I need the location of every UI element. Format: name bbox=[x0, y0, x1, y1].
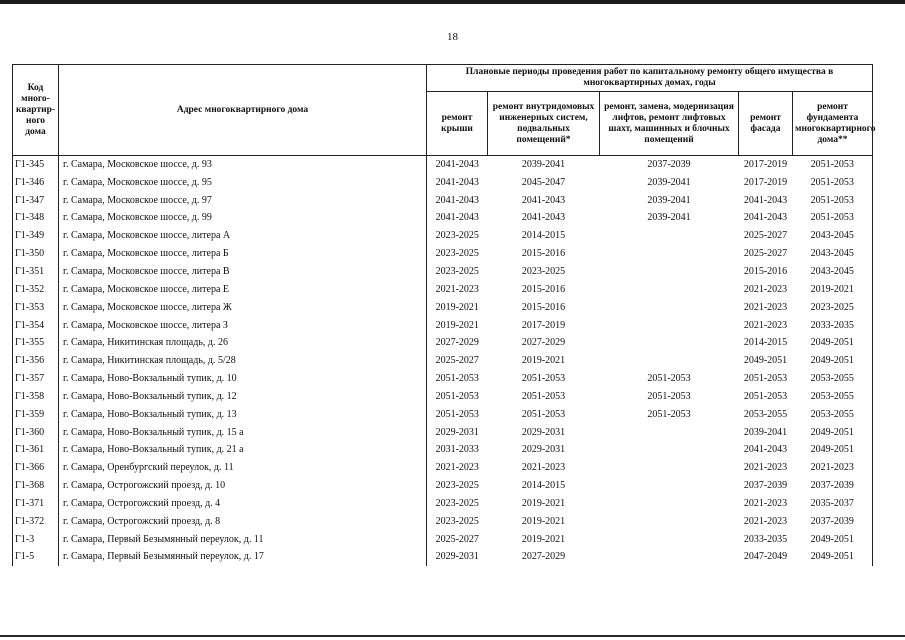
cell-foundation: 2043-2045 bbox=[793, 245, 873, 263]
cell-address: г. Самара, Ново-Вокзальный тупик, д. 15 а bbox=[59, 424, 427, 442]
cell-address: г. Самара, Острогожский проезд, д. 10 bbox=[59, 477, 427, 495]
table-row bbox=[13, 334, 873, 352]
cell-facade: 2021-2023 bbox=[743, 462, 788, 474]
cell-address: г. Самара, Московское шоссе, д. 97 bbox=[59, 192, 427, 210]
table-row bbox=[13, 299, 873, 317]
cell-engineering: 2019-2021 bbox=[521, 515, 566, 527]
table-row bbox=[13, 174, 873, 192]
table-row bbox=[13, 442, 873, 460]
cell-facade: 2041-2043 bbox=[743, 194, 788, 206]
cell-elevators: 2039-2041 bbox=[647, 194, 691, 206]
cell-facade: 2021-2023 bbox=[743, 515, 788, 527]
cell-elevators bbox=[600, 245, 739, 263]
cell-engineering: 2051-2053 bbox=[521, 408, 566, 420]
cell-code: Г1-360 bbox=[13, 424, 59, 442]
cell-address: г. Самара, Оренбургский переулок, д. 11 bbox=[59, 459, 427, 477]
cell-elevators bbox=[600, 531, 739, 549]
cell-foundation: 2049-2051 bbox=[793, 442, 873, 460]
cell-foundation: 2051-2053 bbox=[793, 156, 873, 174]
cell-facade: 2025-2027 bbox=[743, 230, 788, 242]
cell-code: Г1-355 bbox=[13, 334, 59, 352]
cell-facade: 2017-2019 bbox=[743, 176, 788, 188]
cell-foundation: 2051-2053 bbox=[793, 174, 873, 192]
cell-engineering: 2014-2015 bbox=[521, 230, 566, 242]
cell-code: Г1-3 bbox=[13, 531, 59, 549]
cell-code: Г1-346 bbox=[13, 174, 59, 192]
cell-address: г. Самара, Первый Безымянный переулок, д. 11 bbox=[59, 531, 427, 549]
cell-facade: 2021-2023 bbox=[743, 497, 788, 509]
cell-engineering: 2015-2016 bbox=[521, 283, 566, 295]
cell-roof: 2023-2025 bbox=[435, 480, 479, 492]
header-elevators: ремонт, замена, модернизация лифтов, ремонт лифтовых шахт, машинных и блочных помещений bbox=[600, 92, 739, 156]
table-row bbox=[13, 424, 873, 442]
cell-roof: 2051-2053 bbox=[435, 408, 479, 420]
cell-engineering: 2015-2016 bbox=[521, 301, 566, 313]
cell-address: г. Самара, Острогожский проезд, д. 4 bbox=[59, 495, 427, 513]
cell-roof: 2051-2053 bbox=[435, 373, 479, 385]
table-row bbox=[13, 531, 873, 549]
cell-facade: 2041-2043 bbox=[743, 444, 788, 456]
cell-facade: 2051-2053 bbox=[743, 390, 788, 402]
cell-facade: 2037-2039 bbox=[743, 480, 788, 492]
cell-roof: 2027-2029 bbox=[435, 337, 479, 349]
cell-engineering: 2041-2043 bbox=[521, 212, 566, 224]
cell-code: Г1-357 bbox=[13, 370, 59, 388]
cell-roof: 2051-2053 bbox=[435, 390, 479, 402]
cell-roof: 2041-2043 bbox=[435, 212, 479, 224]
cell-foundation: 2037-2039 bbox=[793, 477, 873, 495]
cell-elevators bbox=[600, 549, 739, 567]
cell-code: Г1-361 bbox=[13, 442, 59, 460]
cell-foundation: 2049-2051 bbox=[793, 334, 873, 352]
cell-code: Г1-356 bbox=[13, 352, 59, 370]
cell-roof: 2041-2043 bbox=[435, 176, 479, 188]
table-row bbox=[13, 156, 873, 174]
cell-address: г. Самара, Ново-Вокзальный тупик, д. 21 а bbox=[59, 442, 427, 460]
cell-roof: 2029-2031 bbox=[435, 426, 479, 438]
cell-code: Г1-368 bbox=[13, 477, 59, 495]
header-roof: ремонт крыши bbox=[427, 92, 488, 156]
cell-engineering: 2039-2041 bbox=[521, 158, 566, 170]
cell-elevators: 2039-2041 bbox=[647, 176, 691, 188]
cell-address: г. Самара, Первый Безымянный переулок, д. 17 bbox=[59, 549, 427, 567]
top-border-rule bbox=[0, 0, 905, 4]
cell-facade: 2051-2053 bbox=[743, 373, 788, 385]
capital-repair-table bbox=[12, 64, 876, 566]
cell-engineering: 2029-2031 bbox=[521, 444, 566, 456]
cell-facade: 2041-2043 bbox=[743, 212, 788, 224]
cell-code: Г1-353 bbox=[13, 299, 59, 317]
cell-code: Г1-372 bbox=[13, 513, 59, 531]
cell-engineering: 2045-2047 bbox=[521, 176, 566, 188]
cell-engineering: 2029-2031 bbox=[521, 426, 566, 438]
cell-address: г. Самара, Московское шоссе, литера В bbox=[59, 263, 427, 281]
cell-code: Г1-348 bbox=[13, 210, 59, 228]
table-row bbox=[13, 281, 873, 299]
cell-code: Г1-354 bbox=[13, 317, 59, 335]
cell-roof: 2041-2043 bbox=[435, 194, 479, 206]
cell-address: г. Самара, Ново-Вокзальный тупик, д. 12 bbox=[59, 388, 427, 406]
cell-roof: 2025-2027 bbox=[435, 533, 479, 545]
table-row bbox=[13, 370, 873, 388]
table-row bbox=[13, 227, 873, 245]
cell-facade: 2033-2035 bbox=[743, 533, 788, 545]
cell-code: Г1-351 bbox=[13, 263, 59, 281]
cell-engineering: 2023-2025 bbox=[521, 265, 566, 277]
cell-elevators bbox=[600, 317, 739, 335]
cell-foundation: 2051-2053 bbox=[793, 210, 873, 228]
table-row bbox=[13, 477, 873, 495]
cell-roof: 2031-2033 bbox=[435, 444, 479, 456]
cell-foundation: 2037-2039 bbox=[793, 513, 873, 531]
page-number: 18 bbox=[447, 31, 458, 43]
table-body bbox=[13, 156, 873, 567]
bottom-border-rule bbox=[0, 635, 905, 637]
cell-facade: 2014-2015 bbox=[743, 337, 788, 349]
cell-elevators: 2051-2053 bbox=[647, 373, 691, 385]
table-row bbox=[13, 513, 873, 531]
cell-roof: 2019-2021 bbox=[435, 319, 479, 331]
cell-code: Г1-359 bbox=[13, 406, 59, 424]
table-row bbox=[13, 192, 873, 210]
cell-facade: 2015-2016 bbox=[743, 265, 788, 277]
cell-roof: 2029-2031 bbox=[435, 551, 479, 563]
cell-foundation: 2051-2053 bbox=[793, 192, 873, 210]
cell-elevators bbox=[600, 477, 739, 495]
table-row bbox=[13, 210, 873, 228]
cell-foundation: 2049-2051 bbox=[793, 352, 873, 370]
cell-code: Г1-349 bbox=[13, 227, 59, 245]
cell-facade: 2047-2049 bbox=[743, 551, 788, 563]
cell-foundation: 2043-2045 bbox=[793, 227, 873, 245]
table-row bbox=[13, 549, 873, 567]
cell-foundation: 2053-2055 bbox=[793, 406, 873, 424]
cell-elevators bbox=[600, 263, 739, 281]
cell-engineering: 2041-2043 bbox=[521, 194, 566, 206]
cell-elevators bbox=[600, 513, 739, 531]
cell-roof: 2023-2025 bbox=[435, 248, 479, 260]
header-facade: ремонт фасада bbox=[739, 92, 793, 156]
cell-engineering: 2051-2053 bbox=[521, 390, 566, 402]
cell-facade: 2053-2055 bbox=[743, 408, 788, 420]
cell-elevators bbox=[600, 281, 739, 299]
cell-facade: 2039-2041 bbox=[743, 426, 788, 438]
cell-elevators bbox=[600, 495, 739, 513]
cell-address: г. Самара, Московское шоссе, д. 95 bbox=[59, 174, 427, 192]
cell-foundation: 2043-2045 bbox=[793, 263, 873, 281]
cell-roof: 2023-2025 bbox=[435, 515, 479, 527]
cell-elevators: 2039-2041 bbox=[647, 212, 691, 224]
cell-foundation: 2053-2055 bbox=[793, 370, 873, 388]
cell-foundation: 2049-2051 bbox=[793, 424, 873, 442]
cell-elevators: 2037-2039 bbox=[647, 158, 691, 170]
table-row bbox=[13, 352, 873, 370]
cell-address: г. Самара, Московское шоссе, д. 99 bbox=[59, 210, 427, 228]
cell-address: г. Самара, Московское шоссе, литера Б bbox=[59, 245, 427, 263]
cell-address: г. Самара, Московское шоссе, литера Ж bbox=[59, 299, 427, 317]
cell-code: Г1-366 bbox=[13, 459, 59, 477]
table-row bbox=[13, 317, 873, 335]
cell-engineering: 2017-2019 bbox=[521, 319, 566, 331]
cell-elevators: 2051-2053 bbox=[647, 390, 691, 402]
table-row bbox=[13, 495, 873, 513]
table-row bbox=[13, 459, 873, 477]
table-row bbox=[13, 263, 873, 281]
table-row bbox=[13, 388, 873, 406]
cell-roof: 2023-2025 bbox=[435, 497, 479, 509]
header-address: Адрес многоквартирного дома bbox=[59, 65, 427, 156]
cell-elevators bbox=[600, 459, 739, 477]
cell-foundation: 2049-2051 bbox=[793, 549, 873, 567]
cell-roof: 2019-2021 bbox=[435, 301, 479, 313]
cell-elevators bbox=[600, 424, 739, 442]
cell-foundation: 2035-2037 bbox=[793, 495, 873, 513]
cell-foundation: 2053-2055 bbox=[793, 388, 873, 406]
cell-elevators bbox=[600, 299, 739, 317]
cell-elevators: 2051-2053 bbox=[647, 408, 691, 420]
cell-foundation: 2033-2035 bbox=[793, 317, 873, 335]
cell-facade: 2021-2023 bbox=[743, 301, 788, 313]
cell-elevators bbox=[600, 227, 739, 245]
cell-engineering: 2051-2053 bbox=[521, 373, 566, 385]
cell-roof: 2021-2023 bbox=[435, 462, 479, 474]
cell-code: Г1-5 bbox=[13, 549, 59, 567]
cell-code: Г1-358 bbox=[13, 388, 59, 406]
cell-facade: 2049-2051 bbox=[743, 355, 788, 367]
header-foundation: ремонт фундамента многоквартирного дома** bbox=[793, 92, 873, 156]
cell-code: Г1-347 bbox=[13, 192, 59, 210]
cell-address: г. Самара, Острогожский проезд, д. 8 bbox=[59, 513, 427, 531]
cell-roof: 2023-2025 bbox=[435, 265, 479, 277]
cell-elevators bbox=[600, 442, 739, 460]
cell-code: Г1-352 bbox=[13, 281, 59, 299]
cell-facade: 2025-2027 bbox=[743, 248, 788, 260]
cell-address: г. Самара, Никитинская площадь, д. 26 bbox=[59, 334, 427, 352]
cell-engineering: 2019-2021 bbox=[521, 497, 566, 509]
table-row bbox=[13, 406, 873, 424]
cell-engineering: 2015-2016 bbox=[521, 248, 566, 260]
cell-engineering: 2027-2029 bbox=[521, 337, 566, 349]
cell-engineering: 2027-2029 bbox=[521, 551, 566, 563]
cell-foundation: 2021-2023 bbox=[793, 459, 873, 477]
cell-engineering: 2021-2023 bbox=[521, 462, 566, 474]
cell-address: г. Самара, Ново-Вокзальный тупик, д. 13 bbox=[59, 406, 427, 424]
table-row bbox=[13, 245, 873, 263]
cell-facade: 2017-2019 bbox=[743, 158, 788, 170]
cell-address: г. Самара, Московское шоссе, литера Е bbox=[59, 281, 427, 299]
cell-roof: 2023-2025 bbox=[435, 230, 479, 242]
cell-engineering: 2019-2021 bbox=[521, 355, 566, 367]
cell-facade: 2021-2023 bbox=[743, 319, 788, 331]
header-planned-periods: Плановые периоды проведения работ по капитальному ремонту общего имущества в многоквартирных домах, годы bbox=[427, 65, 873, 92]
cell-elevators bbox=[600, 334, 739, 352]
cell-address: г. Самара, Московское шоссе, д. 93 bbox=[59, 156, 427, 174]
cell-roof: 2021-2023 bbox=[435, 283, 479, 295]
header-engineering-systems: ремонт внутридомовых инженерных систем, подвальных помещений* bbox=[488, 92, 600, 156]
cell-roof: 2041-2043 bbox=[435, 158, 479, 170]
cell-engineering: 2014-2015 bbox=[521, 480, 566, 492]
cell-foundation: 2023-2025 bbox=[793, 299, 873, 317]
cell-facade: 2021-2023 bbox=[743, 283, 788, 295]
cell-foundation: 2049-2051 bbox=[793, 531, 873, 549]
cell-elevators bbox=[600, 352, 739, 370]
cell-code: Г1-350 bbox=[13, 245, 59, 263]
cell-code: Г1-371 bbox=[13, 495, 59, 513]
header-code: Код много-квартир-ного дома bbox=[13, 65, 59, 156]
cell-foundation: 2019-2021 bbox=[793, 281, 873, 299]
cell-roof: 2025-2027 bbox=[435, 355, 479, 367]
cell-address: г. Самара, Московское шоссе, литера А bbox=[59, 227, 427, 245]
cell-address: г. Самара, Никитинская площадь, д. 5/28 bbox=[59, 352, 427, 370]
cell-code: Г1-345 bbox=[13, 156, 59, 174]
cell-address: г. Самара, Ново-Вокзальный тупик, д. 10 bbox=[59, 370, 427, 388]
cell-address: г. Самара, Московское шоссе, литера З bbox=[59, 317, 427, 335]
cell-engineering: 2019-2021 bbox=[521, 533, 566, 545]
